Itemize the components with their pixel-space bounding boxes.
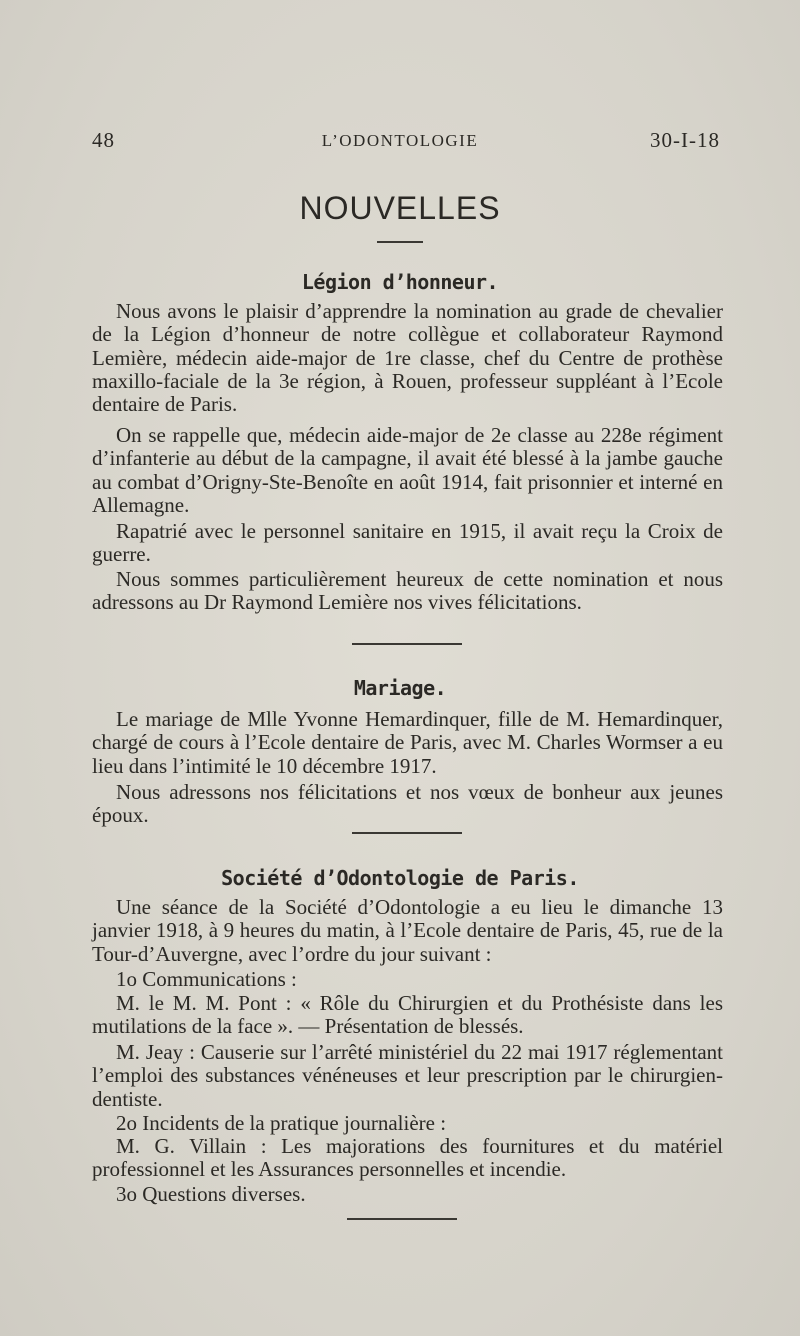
page-number: 48 [92,128,115,152]
agenda-item: 1o Communications : [116,967,297,991]
section-divider [352,643,462,645]
paragraph: Nous avons le plaisir d’apprendre la nomination au grade de chevalier de la Légion d’honneur de notre collègue et collaborateur Raymond Lemière, médecin aide-major de 1re classe, chef du Centre de prothèse maxillo-faciale de la 3e région, à Rouen, professeur suppléant à l’Ecole dentaire de Paris. [92,299,723,417]
page-title: NOUVELLES [299,190,501,226]
agenda-item: 2o Incidents de la pratique journalière : [116,1111,447,1135]
paragraph: M. le M. M. Pont : « Rôle du Chirurgien et du Prothésiste dans les mutilations de la face ». — Présentation de blessés. [92,991,723,1039]
paragraph: M. G. Villain : Les majorations des fournitures et du matériel professionnel et les Assurances personnelles et incendie. [92,1134,723,1182]
section-heading-societe: Société d’Odontologie de Paris. [221,866,579,890]
section-divider [347,1218,457,1220]
title-rule [377,241,423,243]
section-divider [352,832,462,834]
paragraph: On se rappelle que, médecin aide-major de 2e classe au 228e régiment d’infanterie au début de la campagne, il avait été blessé à la jambe gauche au combat d’Origny-Ste-Benoîte en août 1914, fait prisonnier et interné en Allemagne. [92,423,723,517]
paragraph: Une séance de la Société d’Odontologie a eu lieu le dimanche 13 janvier 1918, à 9 heures du matin, à l’Ecole dentaire de Paris, 45, rue de la Tour-d’Auvergne, avec l’ordre du jour suivant : [92,895,723,966]
paragraph: Le mariage de Mlle Yvonne Hemardinquer, fille de M. Hemardinquer, chargé de cours à l’Ecole dentaire de Paris, avec M. Charles Wormser a eu lieu dans l’intimité le 10 décembre 1917. [92,707,723,778]
paragraph: M. Jeay : Causerie sur l’arrêté ministériel du 22 mai 1917 réglementant l’emploi des substances vénéneuses et leur prescription par le chirurgien-dentiste. [92,1040,723,1111]
paragraph: Rapatrié avec le personnel sanitaire en 1915, il avait reçu la Croix de guerre. [92,519,723,567]
paragraph: Nous sommes particulièrement heureux de cette nomination et nous adressons au Dr Raymond Lemière nos vives félicitations. [92,567,723,615]
section-heading-legion: Légion d’honneur. [301,270,499,294]
section-heading-mariage: Mariage. [353,676,447,700]
paragraph: Nous adressons nos félicitations et nos vœux de bonheur aux jeunes époux. [92,780,723,828]
running-title: L’ODONTOLOGIE [321,131,479,150]
agenda-item: 3o Questions diverses. [116,1182,306,1206]
issue-date: 30-I-18 [650,128,720,152]
